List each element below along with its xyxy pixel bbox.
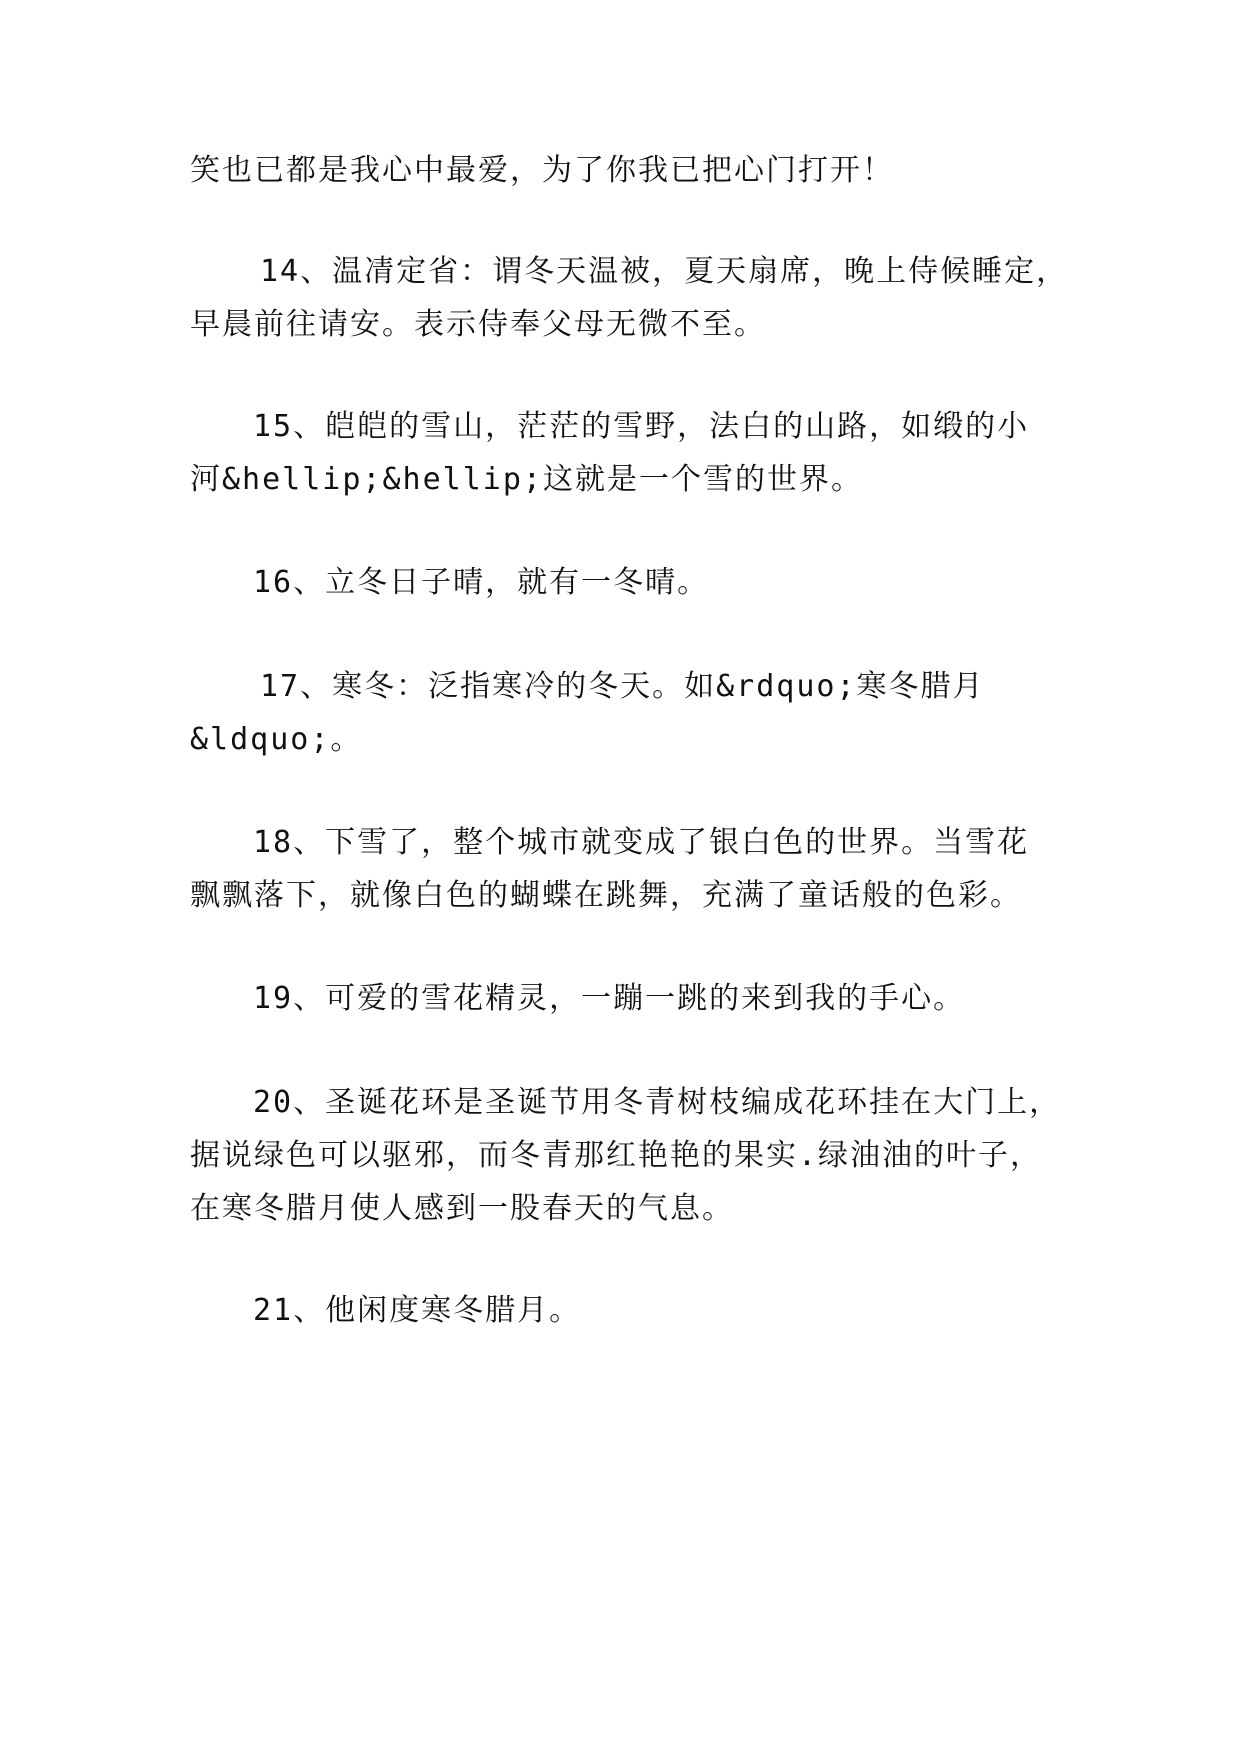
text-line: 15、皑皑的雪山，茫茫的雪野，法白的山路，如缎的小: [253, 409, 1030, 444]
text-line: &ldquo;。: [190, 722, 363, 757]
text-line: 在寒冬腊月使人感到一股春天的气息。: [190, 1191, 734, 1226]
text-line: 笑也已都是我心中最爱，为了你我已把心门打开！: [190, 153, 894, 188]
text-line: 14、温凊定省：谓冬天温被，夏天扇席，晚上侍候睡定，: [260, 254, 1069, 289]
text-line: 18、下雪了，整个城市就变成了银白色的世界。当雪花: [253, 825, 1030, 860]
text-line: 21、他闲度寒冬腊月。: [253, 1293, 582, 1328]
text-line: 19、可爱的雪花精灵，一蹦一跳的来到我的手心。: [253, 981, 966, 1016]
text-line: 20、圣诞花环是圣诞节用冬青树枝编成花环挂在大门上，: [253, 1085, 1062, 1120]
text-line: 河&hellip;&hellip;这就是一个雪的世界。: [190, 462, 863, 497]
text-line: 据说绿色可以驱邪，而冬青那红艳艳的果实.绿油油的叶子，: [190, 1138, 1043, 1173]
text-line: 早晨前往请安。表示侍奉父母无微不至。: [190, 307, 766, 342]
text-line: 飘飘落下，就像白色的蝴蝶在跳舞，充满了童话般的色彩。: [190, 878, 1022, 913]
text-line: 16、立冬日子晴，就有一冬晴。: [253, 565, 710, 600]
text-line: 17、寒冬：泛指寒冷的冬天。如&rdquo;寒冬腊月: [260, 669, 985, 704]
